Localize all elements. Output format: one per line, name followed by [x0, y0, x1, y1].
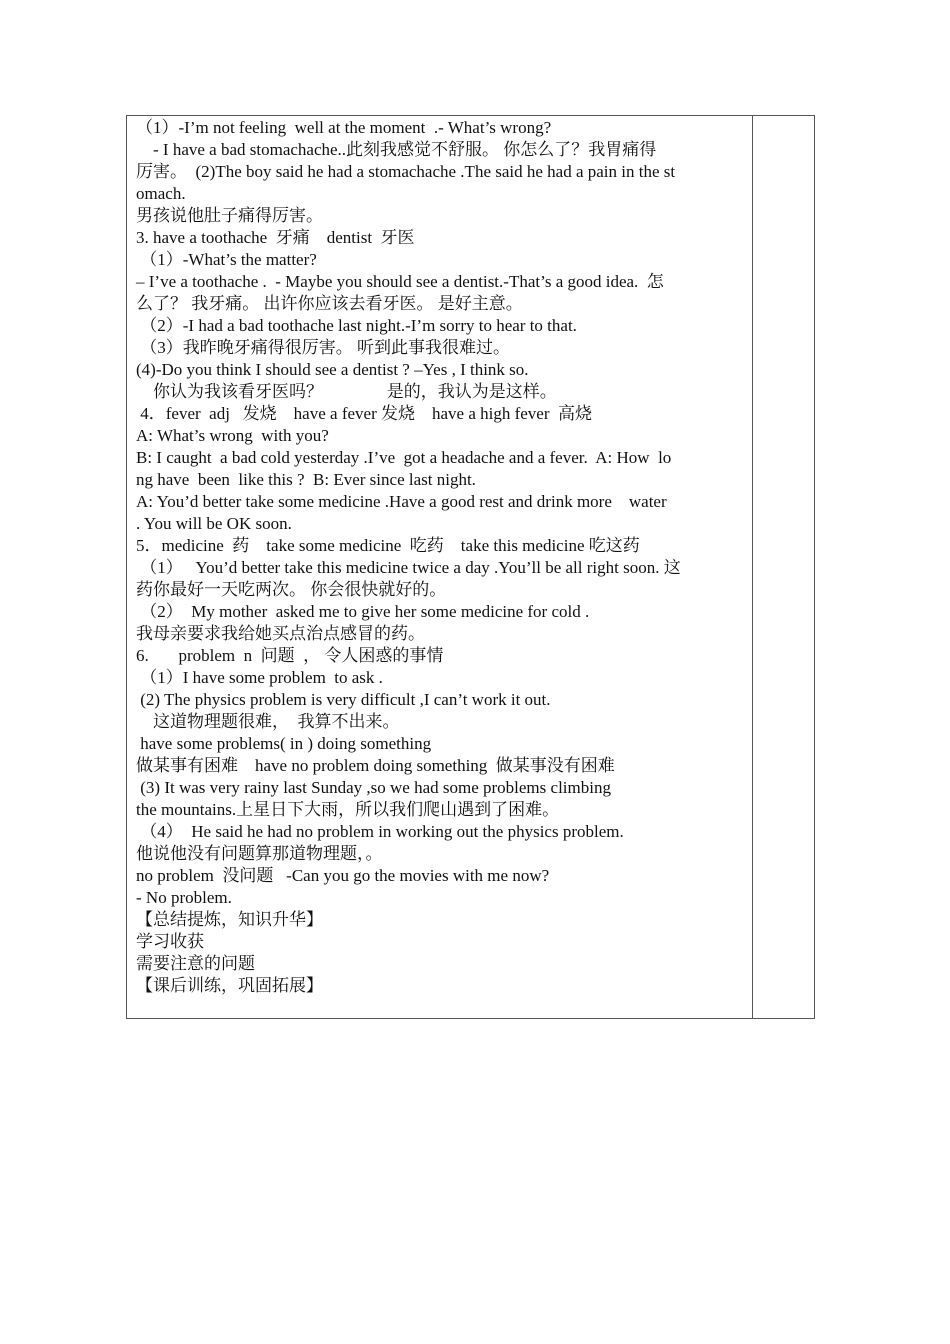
text-line: （1） You’d better take this medicine twice a day .You’ll be all right soon. 这 [136, 558, 681, 577]
lesson-notes [136, 117, 748, 997]
text-line: 我母亲要求我给她买点治点感冒的药。 [136, 624, 425, 643]
text-line: B: I caught a bad cold yesterday .I’ve got a headache and a fever. A: How lo [136, 448, 672, 467]
text-line: 他说他没有问题算那道物理题，。 [136, 844, 383, 863]
text-line: （2） My mother asked me to give her some medicine for cold . [136, 602, 590, 621]
text-line: （1）I have some problem to ask . [136, 668, 383, 687]
section-heading: 5．medicine 药 take some medicine 吃药 take this medicine 吃这药 [136, 536, 640, 555]
text-line: 厉害。 (2)The boy said he had a stomachache .The said he had a pain in the st [136, 162, 676, 181]
section-heading: 6. problem n 问题 ， 令人困惑的事情 [136, 646, 444, 665]
section-heading: 3. have a toothache 牙痛 dentist 牙医 [136, 228, 415, 247]
text-line: have some problems( in ) doing something [136, 734, 432, 753]
notes-label: 需要注意的问题 [136, 954, 255, 973]
text-line: (3) It was very rainy last Sunday ,so we had some problems climbing [136, 778, 611, 797]
text-line: （1）-I’m not feeling well at the moment .- What’s wrong? [136, 118, 552, 137]
text-line: – I’ve a toothache . - Maybe you should see a dentist.-That’s a good idea. 怎 [136, 272, 664, 291]
text-line: (4)-Do you think I should see a dentist ? –Yes , I think so. [136, 360, 529, 379]
text-line: （2）-I had a bad toothache last night.-I’m sorry to hear to that. [136, 316, 577, 335]
text-line: ng have been like this ? B: Ever since last night. [136, 470, 476, 489]
text-line: （4） He said he had no problem in working out the physics problem. [136, 822, 624, 841]
homework-heading: 【课后训练，巩固拓展】 [136, 976, 323, 995]
text-line: 这道物理题很难， 我算不出来。 [136, 712, 400, 731]
text-line: 么了？ 我牙痛。 出许你应该去看牙医。 是好主意。 [136, 294, 523, 313]
text-line: 男孩说他肚子痛得厉害。 [136, 206, 323, 225]
text-line: no problem 没问题 -Can you go the movies with me now? [136, 866, 550, 885]
section-heading: 4．fever adj 发烧 have a fever 发烧 have a high fever 高烧 [136, 404, 593, 423]
text-line: A: You’d better take some medicine .Have a good rest and drink more water [136, 492, 667, 511]
text-line: . You will be OK soon. [136, 514, 292, 533]
text-line: (2) The physics problem is very difficult ,I can’t work it out. [136, 690, 551, 709]
learning-gains-label: 学习收获 [136, 932, 204, 951]
summary-heading: 【总结提炼，知识升华】 [136, 910, 323, 929]
table-column-divider [752, 116, 753, 1018]
text-line: - No problem. [136, 888, 232, 907]
text-line: A: What’s wrong with you? [136, 426, 329, 445]
text-line: the mountains.上星日下大雨，所以我们爬山遇到了困难。 [136, 800, 560, 819]
text-line: - I have a bad stomachache..此刻我感觉不舒服。 你怎么了？我胃痛得 [136, 140, 657, 159]
text-line: 你认为我该看牙医吗？ 是的，我认为是这样。 [136, 382, 557, 401]
text-line: （3）我昨晚牙痛得很厉害。 听到此事我很难过。 [136, 338, 510, 357]
lesson-table [126, 115, 815, 1019]
text-line: （1）-What’s the matter? [136, 250, 317, 269]
text-line: omach. [136, 184, 186, 203]
text-line: 做某事有困难 have no problem doing something 做某事没有困难 [136, 756, 615, 775]
text-line: 药你最好一天吃两次。 你会很快就好的。 [136, 580, 447, 599]
